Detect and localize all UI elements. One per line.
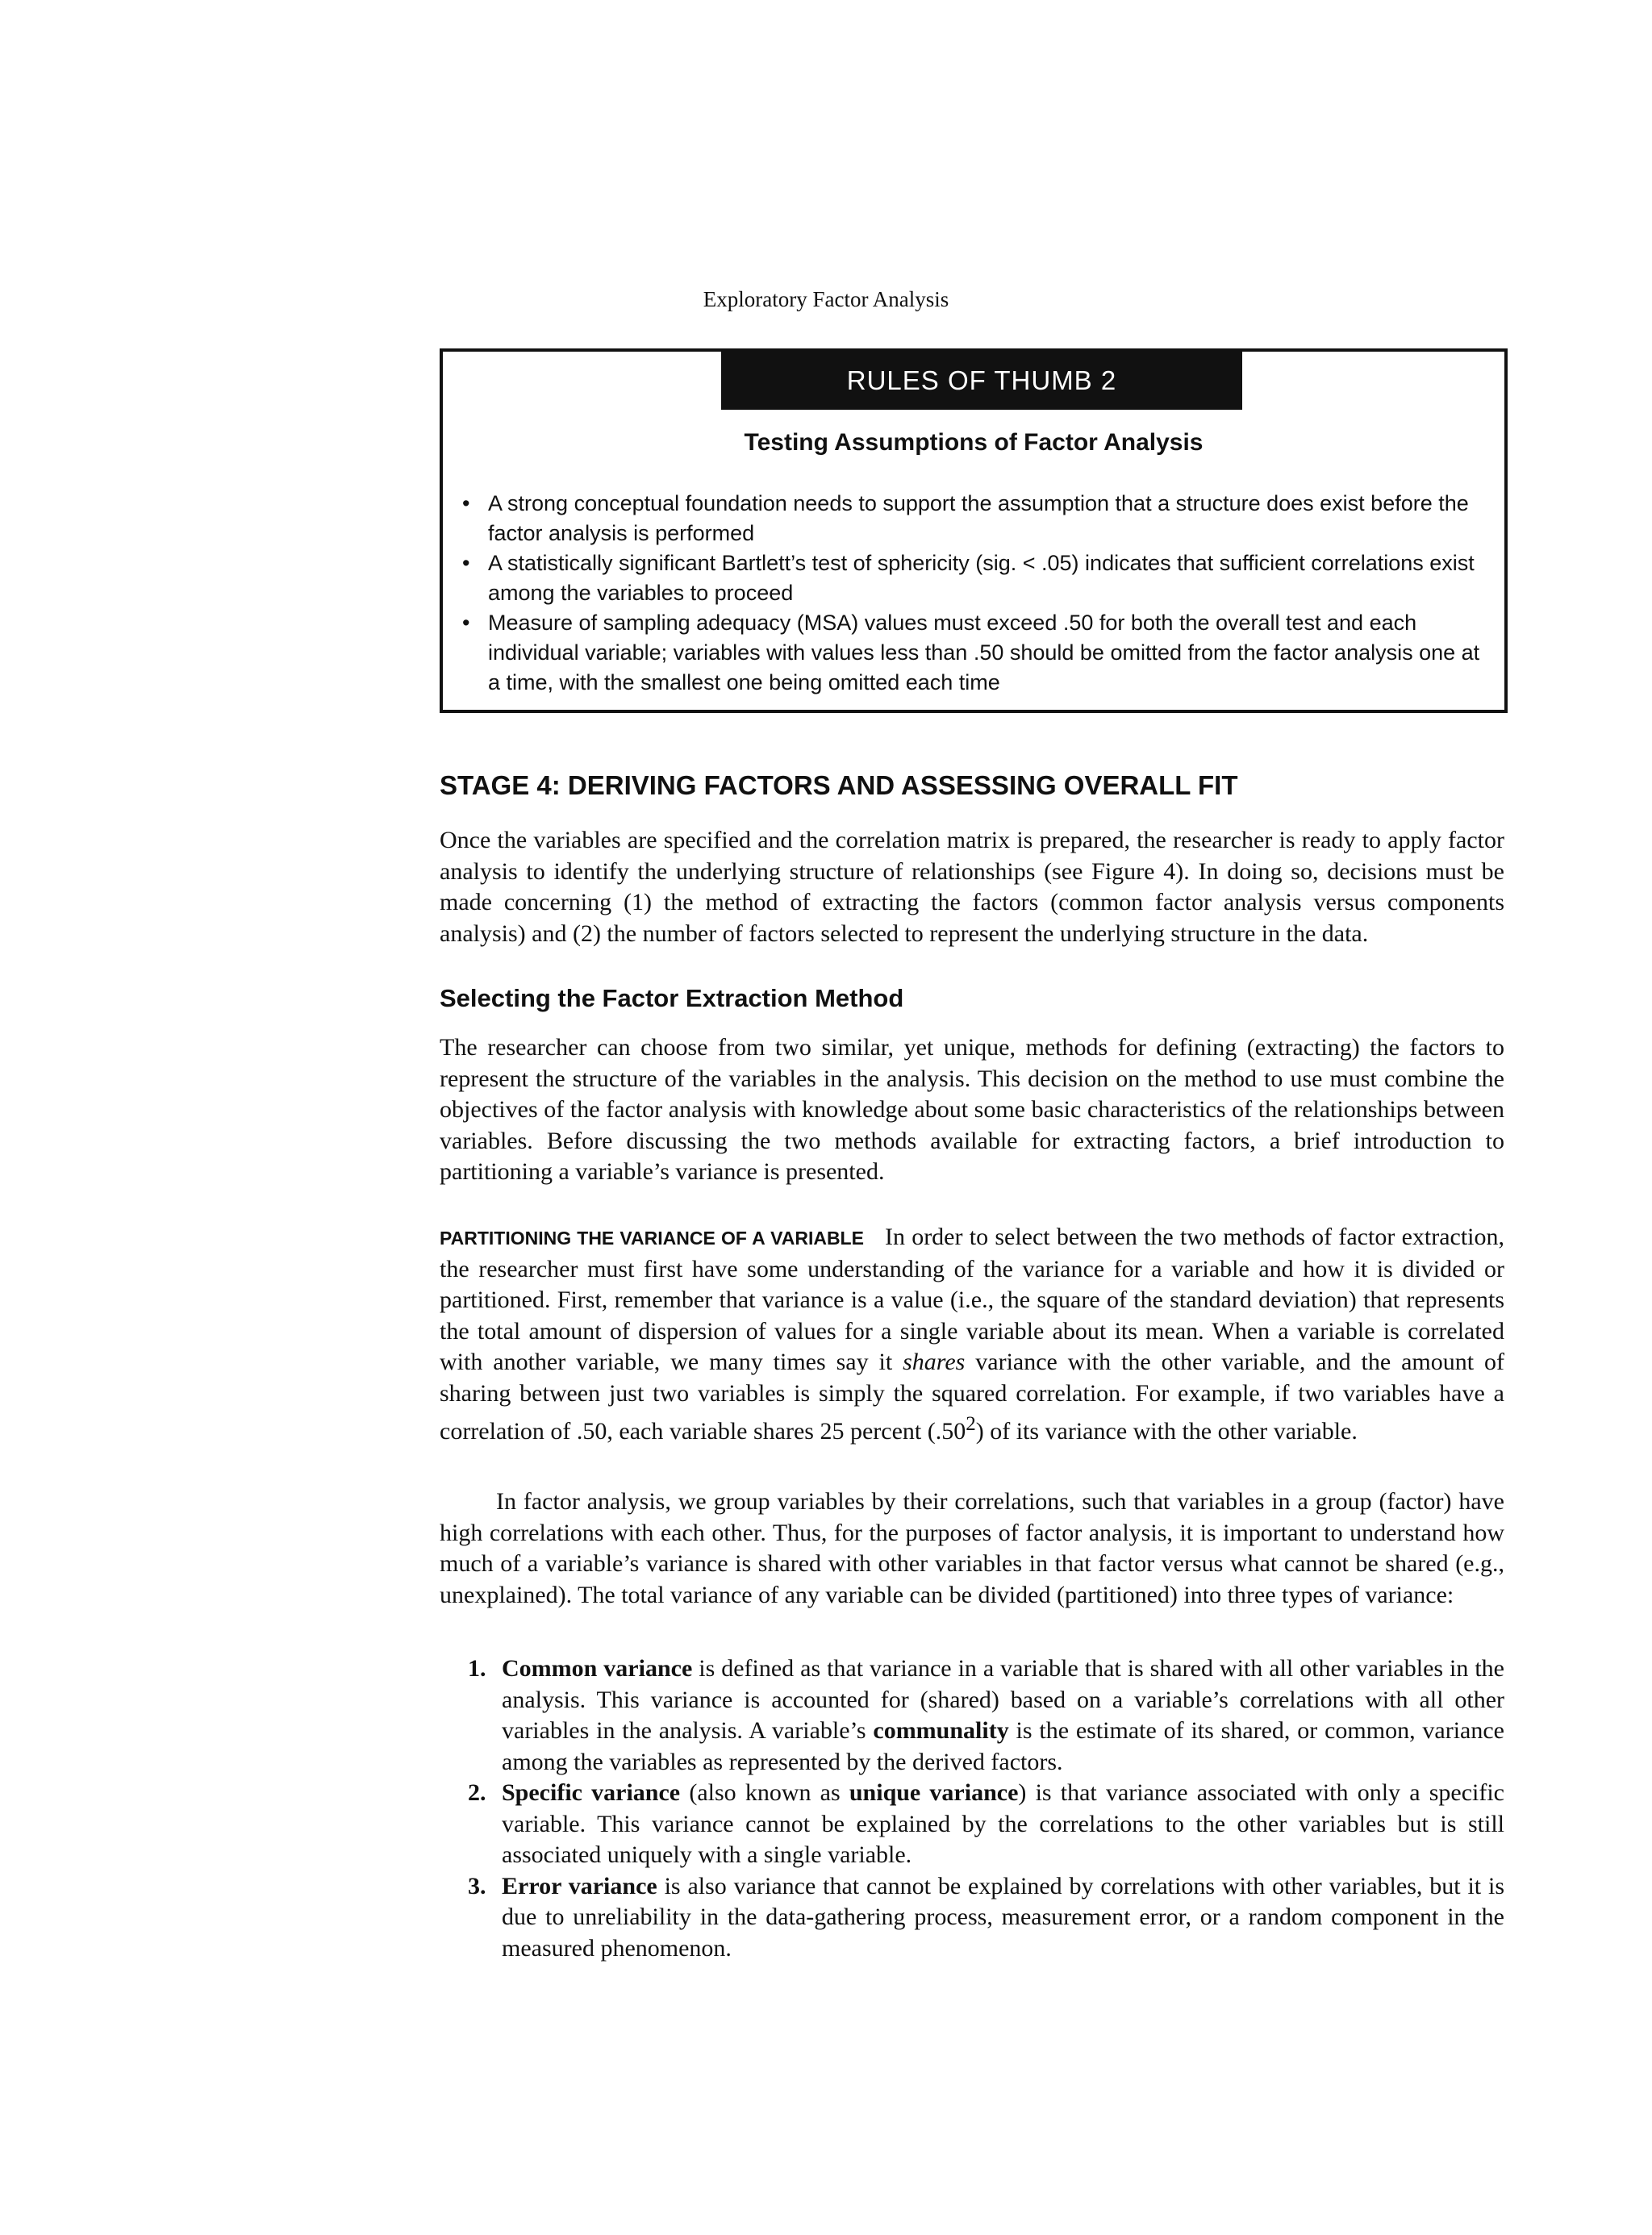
list-item bbox=[468, 1653, 1504, 1778]
rules-list-item bbox=[459, 489, 1483, 548]
list-number: 1. bbox=[468, 1655, 486, 1682]
running-head: Exploratory Factor Analysis bbox=[703, 287, 949, 311]
term: unique variance bbox=[849, 1779, 1019, 1806]
rules-list-item bbox=[459, 548, 1483, 608]
partitioning-text: ) of its variance with the other variable. bbox=[975, 1418, 1358, 1445]
term: communality bbox=[873, 1717, 1009, 1744]
rules-list-item bbox=[459, 608, 1483, 698]
rules-subtitle: Testing Assumptions of Factor Analysis bbox=[744, 429, 1204, 456]
variance-types-list bbox=[468, 1653, 1504, 1964]
stage-paragraph: Once the variables are specified and the correlation matrix is prepared, the researcher is ready to apply factor analysis to identify the underlying structure of relationships (see Figure 4). In doing so, decisions must be made concerning (1) the method of extracting the factors (common factor analysis versus components analysis) and (2) the number of factors selected to represent the underlying structure in the data. bbox=[440, 827, 1504, 947]
partitioning-text: variance with the other variable, and the amount of sharing between just two variables is simply the squared correlation. For example, if two variables have a correlation of .50, each variable shares 25 percent (.50 bbox=[440, 1349, 1504, 1445]
list-text: is defined as that variance in a variable that is shared with all other variables in the analysis. This variance is accounted for (shared) based on a variable’s correlations with all other variables in the analysis. A variable’s bbox=[502, 1655, 1504, 1744]
list-text: is also variance that cannot be explained by correlations with other variables, but it is due to unreliability in the data-gathering process, measurement error, or a random component in the measured phenomenon. bbox=[502, 1872, 1504, 1962]
list-text: is the estimate of its shared, or common, variance among the variables as represented by the derived factors. bbox=[502, 1717, 1504, 1775]
list-text: (also known as bbox=[680, 1779, 849, 1806]
rules-list bbox=[459, 489, 1483, 698]
list-text: ) is that variance associated with only a specific variable. This variance cannot be explained by the correlations to the other variables but is still associated uniquely with a single variable. bbox=[502, 1779, 1504, 1868]
term: Error variance bbox=[502, 1872, 657, 1899]
partitioning-text: In order to select between the two methods of factor extraction, the researcher must first have some understanding of the variance for a variable and how it is divided or partitioned. First, remember that variance is a value (i.e., the square of the standard deviation) that represents the total amount of dispersion of values for a single variable about its mean. When a variable is correlated with another variable, we many times say it bbox=[440, 1224, 1505, 1375]
rules-banner: RULES OF THUMB 2 bbox=[721, 352, 1242, 410]
partitioning-paragraph bbox=[440, 1222, 1504, 1448]
run-in-heading: PARTITIONING THE VARIANCE OF A VARIABLE bbox=[440, 1228, 864, 1249]
rules-of-thumb-box bbox=[440, 348, 1508, 713]
emphasis-text: shares bbox=[903, 1349, 966, 1375]
list-number: 2. bbox=[468, 1779, 486, 1806]
term: Common variance bbox=[502, 1655, 693, 1682]
subsection-heading: Selecting the Factor Extraction Method bbox=[440, 984, 904, 1012]
bullet-icon: • bbox=[462, 611, 470, 635]
bullet-icon: • bbox=[462, 551, 470, 575]
superscript: 2 bbox=[966, 1413, 976, 1435]
section-heading: STAGE 4: DERIVING FACTORS AND ASSESSING OVERALL FIT bbox=[440, 770, 1238, 800]
rules-item-text: A strong conceptual foundation needs to support the assumption that a structure does exist before the factor analysis is performed bbox=[488, 491, 1469, 545]
rules-item-text: A statistically significant Bartlett’s test of sphericity (sig. < .05) indicates that sufficient correlations exist among the variables to proceed bbox=[488, 551, 1475, 605]
list-item bbox=[468, 1778, 1504, 1871]
bullet-icon: • bbox=[462, 491, 470, 515]
list-item bbox=[468, 1871, 1504, 1965]
list-number: 3. bbox=[468, 1872, 486, 1899]
extraction-paragraph: The researcher can choose from two similar, yet unique, methods for defining (extracting) the factors to represent the structure of the variables in the analysis. This decision on the method to use must combine the objectives of the factor analysis with knowledge about some basic characteristics of the relationships between variables. Before discussing the two methods available for extracting factors, a brief introduction to partitioning a variable’s variance is presented. bbox=[440, 1034, 1504, 1185]
factor-paragraph: In factor analysis, we group variables by their correlations, such that variables in a group (factor) have high correlations with each other. Thus, for the purposes of factor analysis, it is important to understand how much of a variable’s variance is shared with other variables in that factor versus what cannot be shared (e.g., unexplained). The total variance of any variable can be divided (partitioned) into three types of variance: bbox=[440, 1488, 1504, 1608]
rules-item-text: Measure of sampling adequacy (MSA) values must exceed .50 for both the overall test and each individual variable; variables with values less than .50 should be omitted from the factor analysis one at a time, with the smallest one being omitted each time bbox=[488, 611, 1480, 694]
term: Specific variance bbox=[502, 1779, 681, 1806]
